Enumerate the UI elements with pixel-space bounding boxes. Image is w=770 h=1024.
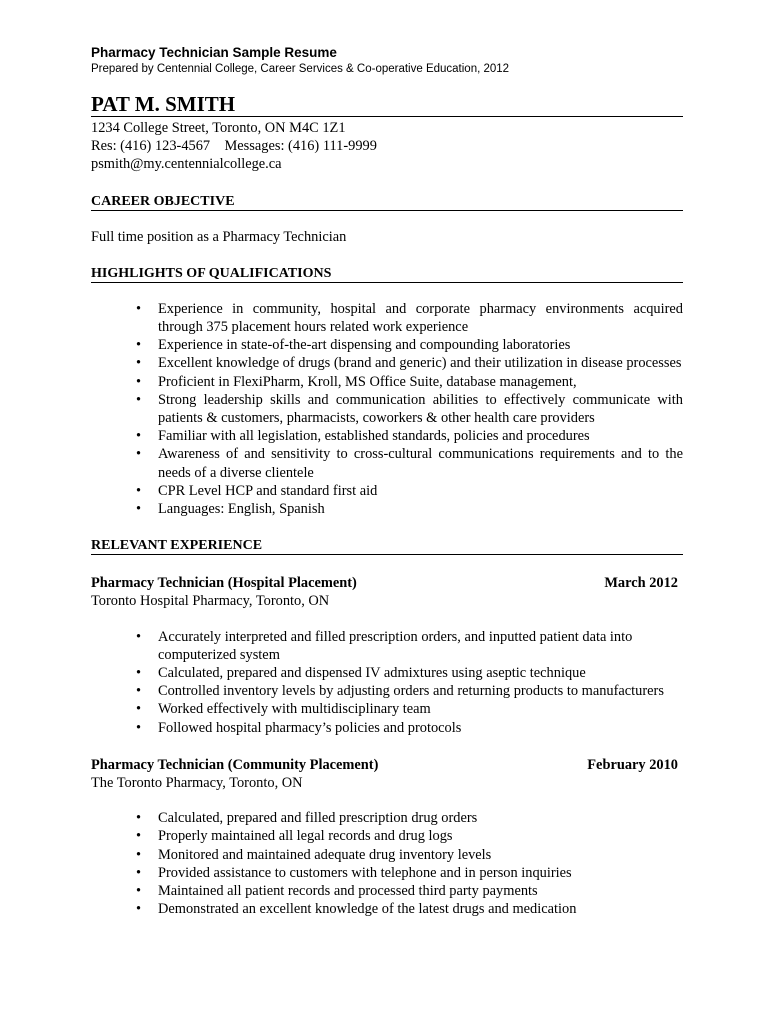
list-item: • Provided assistance to customers with telephone and in person inquiries bbox=[136, 864, 572, 881]
bullet-icon: • bbox=[136, 300, 142, 317]
list-item: • Monitored and maintained adequate drug inventory levels bbox=[136, 846, 492, 863]
bullet-icon: • bbox=[136, 373, 142, 390]
bullet-icon: • bbox=[136, 391, 142, 408]
list-item: • Awareness of and sensitivity to cross-cultural communications requirements and to the needs of a diverse clientele bbox=[136, 446, 683, 481]
job-title: Pharmacy Technician (Community Placement) bbox=[91, 756, 379, 773]
bullet-icon: • bbox=[136, 355, 142, 372]
bullet-icon: • bbox=[136, 665, 142, 682]
bullet-icon: • bbox=[136, 864, 142, 881]
objective-text: Full time position as a Pharmacy Technician bbox=[91, 228, 347, 245]
qualifications-list bbox=[91, 300, 683, 518]
candidate-name: PAT M. SMITH bbox=[91, 92, 683, 117]
list-item: • Properly maintained all legal records and drug logs bbox=[136, 828, 453, 845]
bullet-icon: • bbox=[136, 810, 142, 827]
list-item: • Excellent knowledge of drugs (brand and generic) and their utilization in disease processes bbox=[136, 355, 682, 372]
bullet-icon: • bbox=[136, 846, 142, 863]
list-item: • Calculated, prepared and filled prescription drug orders bbox=[136, 810, 478, 827]
bullet-icon: • bbox=[136, 628, 142, 645]
job-duties-list bbox=[91, 809, 683, 918]
document-title: Pharmacy Technician Sample Resume bbox=[91, 45, 337, 60]
bullet-icon: • bbox=[136, 683, 142, 700]
job-header bbox=[91, 574, 683, 592]
contact-email: psmith@my.centennialcollege.ca bbox=[91, 156, 282, 173]
list-item: • Worked effectively with multidisciplinary team bbox=[136, 701, 431, 718]
bullet-icon: • bbox=[136, 482, 142, 499]
objective-heading: CAREER OBJECTIVE bbox=[91, 193, 683, 211]
qualifications-heading: HIGHLIGHTS OF QUALIFICATIONS bbox=[91, 265, 683, 283]
job-date: March 2012 bbox=[604, 575, 678, 592]
list-item: • Experience in community, hospital and corporate pharmacy environments acquired through 375 placement hours related work experience bbox=[136, 300, 683, 336]
experience-heading: RELEVANT EXPERIENCE bbox=[91, 537, 683, 555]
bullet-icon: • bbox=[136, 428, 142, 445]
list-item: • Accurately interpreted and filled prescription orders, and inputted patient data into computerized system bbox=[136, 628, 633, 663]
job-duties-list bbox=[91, 628, 683, 737]
list-item: • Controlled inventory levels by adjusting orders and returning products to manufacturers bbox=[136, 683, 664, 700]
list-item: • Languages: English, Spanish bbox=[136, 501, 325, 518]
list-item: • Demonstrated an excellent knowledge of the latest drugs and medication bbox=[136, 901, 577, 918]
bullet-icon: • bbox=[136, 901, 142, 918]
job-title: Pharmacy Technician (Hospital Placement) bbox=[91, 575, 357, 592]
resume-page bbox=[91, 44, 683, 919]
contact-phones: Res: (416) 123-4567 Messages: (416) 111-9999 bbox=[91, 138, 377, 155]
bullet-icon: • bbox=[136, 719, 142, 736]
document-subtitle: Prepared by Centennial College, Career Services & Co-operative Education, 2012 bbox=[91, 63, 510, 75]
job-date: February 2010 bbox=[587, 756, 678, 773]
list-item: • Strong leadership skills and communication abilities to effectively communicate with patients & customers, pharmacists, coworkers & other health care providers bbox=[136, 391, 683, 427]
list-item: • Maintained all patient records and processed third party payments bbox=[136, 883, 538, 900]
contact-address: 1234 College Street, Toronto, ON M4C 1Z1 bbox=[91, 120, 346, 136]
list-item: • Calculated, prepared and dispensed IV admixtures using aseptic technique bbox=[136, 665, 586, 682]
job-place: Toronto Hospital Pharmacy, Toronto, ON bbox=[91, 593, 330, 610]
bullet-icon: • bbox=[136, 701, 142, 718]
list-item: • Familiar with all legislation, established standards, policies and procedures bbox=[136, 428, 590, 445]
bullet-icon: • bbox=[136, 828, 142, 845]
bullet-icon: • bbox=[136, 446, 142, 463]
bullet-icon: • bbox=[136, 337, 142, 354]
list-item: • Followed hospital pharmacy’s policies and protocols bbox=[136, 719, 462, 736]
list-item: • Experience in state-of-the-art dispensing and compounding laboratories bbox=[136, 337, 571, 354]
job-header bbox=[91, 756, 683, 774]
list-item: • CPR Level HCP and standard first aid bbox=[136, 482, 378, 499]
list-item: • Proficient in FlexiPharm, Kroll, MS Office Suite, database management, bbox=[136, 373, 577, 390]
contact-block bbox=[91, 119, 683, 174]
bullet-icon: • bbox=[136, 883, 142, 900]
job-place: The Toronto Pharmacy, Toronto, ON bbox=[91, 775, 303, 792]
bullet-icon: • bbox=[136, 501, 142, 518]
